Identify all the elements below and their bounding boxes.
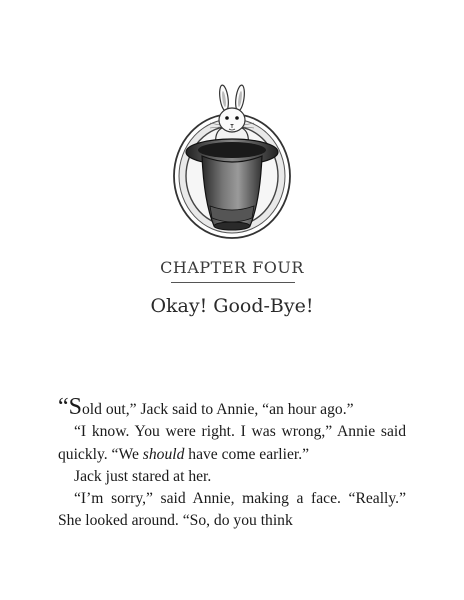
chapter-title: Okay! Good-Bye! [150,295,314,317]
paragraph: Jack just stared at her. [74,467,212,485]
chapter-divider [171,282,295,283]
chapter-body [58,394,406,533]
paragraph-text: old out,” Jack said to Annie, “an hour ago.” [82,401,354,418]
emphasis-text: should [142,445,185,463]
rabbit-head [219,108,245,132]
paragraph [58,421,406,466]
drop-cap: “S [58,394,82,420]
paragraph-text: “I know. You were right. I was wrong,” Annie said quickly. “We [58,423,406,463]
rabbit-in-top-hat-icon [170,84,294,254]
chapter-number: CHAPTER FOUR [160,258,304,277]
paragraph-text: have come earlier.” [184,445,310,463]
paragraph [58,394,406,421]
paragraph: “I’m sorry,” said Annie, making a face. “Really.” She looked around. “So, do you think [58,490,406,530]
